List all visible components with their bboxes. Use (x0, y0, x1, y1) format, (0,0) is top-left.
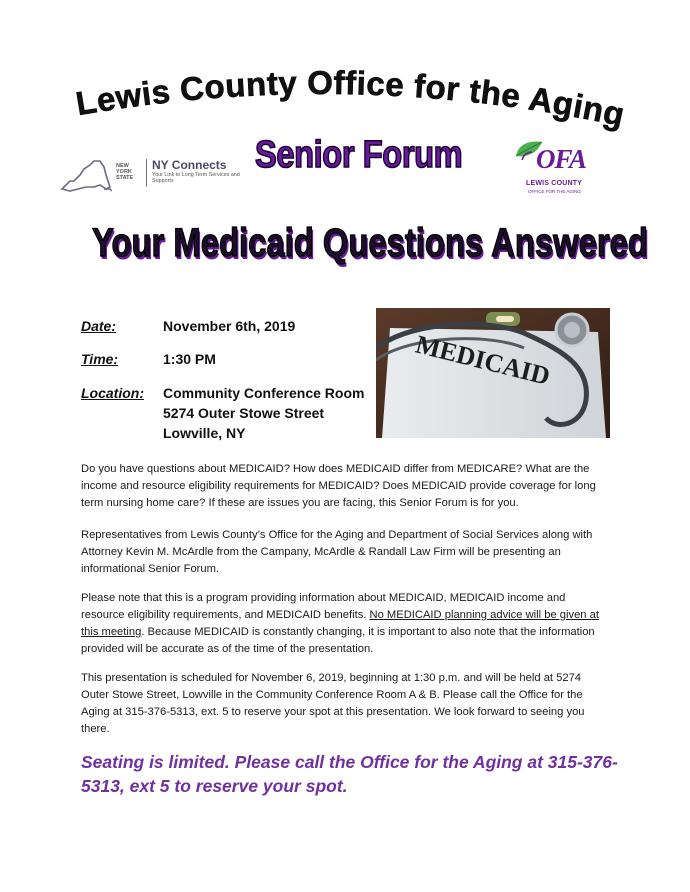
medicaid-photo (376, 308, 610, 438)
event-name: Senior Forum (255, 134, 463, 176)
ny-connects-brand: NY Connects (152, 158, 227, 172)
presenters-paragraph: Representatives from Lewis County’s Office for the Aging and Department of Social Services along with Attorney Kevin M. McArdle from the Campany, McArdle & Randall Law Firm will be presenting an informational Senior Forum. (81, 529, 593, 575)
seating-callout: Seating is limited. Please call the Office for the Aging at 315-376-5313, ext 5 to reserve your spot. (81, 752, 618, 796)
schedule-paragraph: This presentation is scheduled for November 6, 2019, beginning at 1:30 p.m. and will be held at 5274 Outer Stowe Street, Lowville in the Community Conference Room A & B. Please call the Office for the Aging at 315-376-5313, ext. 5 to reserve your spot at this presentation. We look forward to seeing you there. (81, 672, 585, 735)
time-label: Time: (81, 351, 119, 367)
location-line-3: Lowville, NY (163, 425, 246, 441)
location-label: Location: (81, 385, 144, 401)
ny-connects-logo (60, 155, 240, 195)
org-title (73, 64, 628, 133)
date-label: Date: (81, 318, 117, 334)
ofa-mark: OFA (536, 144, 587, 174)
disclaimer-text-a: Please note that this is a program providing information about MEDICAID, MEDICAID income and resource eligibility requirements, and MEDICAID benefits. (81, 592, 566, 621)
org-title-text: Lewis County Office for the Aging (73, 63, 628, 134)
location-line-2: 5274 Outer Stowe Street (163, 405, 325, 421)
time-value: 1:30 PM (163, 351, 216, 367)
photo-sign-text: MEDICAID (412, 329, 553, 391)
date-value: November 6th, 2019 (163, 318, 296, 334)
ofa-logo (512, 138, 612, 204)
location-line-1: Community Conference Room (163, 385, 365, 401)
disclaimer-paragraph (81, 590, 601, 658)
medicaid-photo-art (376, 308, 610, 438)
ny-connects-tagline: Your Link to Long Term Services and Supports (152, 172, 240, 185)
logo-divider (146, 159, 147, 187)
no-advice-notice: No MEDICAID planning advice will be given at this meeting (81, 609, 599, 638)
disclaimer-text-c: . Because MEDICAID is constantly changing, it is important to also note that the information provided will be accurate as of the time of the presentation. (81, 626, 595, 655)
ny-state-label: NEW YORK STATE (116, 163, 134, 181)
intro-paragraph: Do you have questions about MEDICAID? How does MEDICAID differ from MEDICARE? What are the income and resource eligibility requirements for MEDICAID? Does MEDICAID provide coverage for long term nursing home care? If these are issues you are facing, this Senior Forum is for you. (81, 463, 596, 509)
ofa-subtitle: OFFICE FOR THE AGING (528, 189, 581, 194)
new-york-state-outline-icon (60, 159, 112, 193)
headline: Your Medicaid Questions Answered (92, 221, 648, 265)
ofa-county: LEWIS COUNTY (526, 180, 583, 187)
